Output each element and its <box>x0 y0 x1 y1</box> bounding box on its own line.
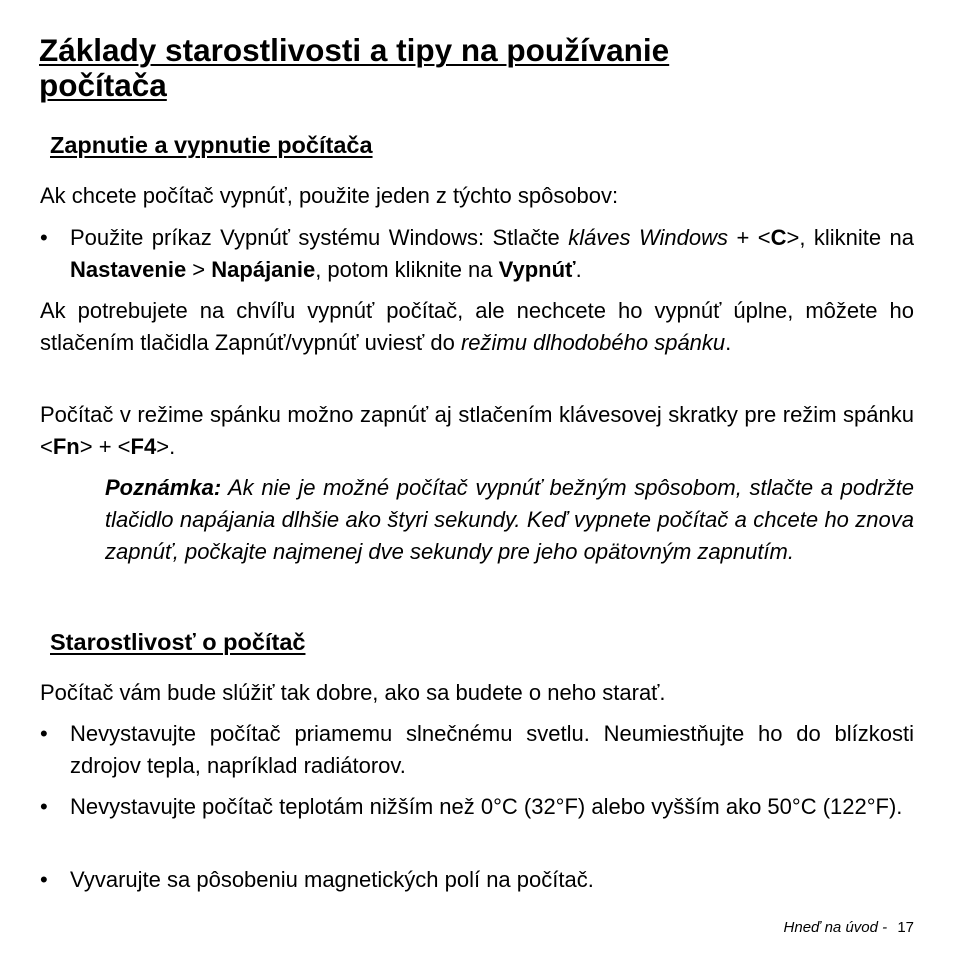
note-paragraph: Poznámka: Ak nie je možné počítač vypnúť bežným spôsobom, stlačte a podržte tlačidlo napájania dlhšie ako štyri sekundy. Keď vypnete počítač a chcete ho znova zapnúť, počkajte najmenej dve sekundy pre jeho opätovným zapnutím. <box>105 475 914 564</box>
page-footer <box>784 919 914 937</box>
sleep-hotkey-paragraph: Počítač v režime spánku možno zapnúť aj stlačením klávesovej skratky pre režim spánku <Fn> + <F4>. <box>40 402 914 459</box>
bullet-glyph: • <box>40 225 48 250</box>
note-label: Poznámka: <box>105 475 222 500</box>
care-intro-paragraph: Počítač vám bude slúžiť tak dobre, ako sa budete o neho starať. <box>40 680 666 705</box>
list-item-text: Použite príkaz Vypnúť systému Windows: Stlačte kláves Windows + <C>, kliknite na Nastavenie > Napájanie, potom kliknite na Vypnúť. <box>70 225 914 282</box>
hibernate-paragraph: Ak potrebujete na chvíľu vypnúť počítač, ale nechcete ho vypnúť úplne, môžete ho stlačením tlačidla Zapnúť/vypnúť uviesť do režimu dlhodobého spánku. <box>40 298 914 355</box>
page-number: 17 <box>897 919 914 936</box>
section-heading-power: Zapnutie a vypnutie počítača <box>50 132 373 158</box>
list-item-text: Vyvarujte sa pôsobeniu magnetických polí na počítač. <box>70 867 594 892</box>
section-heading-care: Starostlivosť o počítač <box>50 629 306 655</box>
list-item-text: Nevystavujte počítač teplotám nižším než 0°C (32°F) alebo vyšším ako 50°C (122°F). <box>70 794 903 819</box>
bullet-glyph: • <box>40 867 48 892</box>
power-intro-paragraph: Ak chcete počítač vypnúť, použite jeden z týchto spôsobov: <box>40 183 619 208</box>
page-title: Základy starostlivosti a tipy na používanie počítača <box>39 32 670 103</box>
list-item-text: Nevystavujte počítač priamemu slnečnému svetlu. Neumiestňujte ho do blízkosti zdrojov tepla, napríklad radiátorov. <box>70 721 914 778</box>
bullet-glyph: • <box>40 721 48 746</box>
bullet-glyph: • <box>40 794 48 819</box>
footer-label: Hneď na úvod - <box>783 919 888 936</box>
